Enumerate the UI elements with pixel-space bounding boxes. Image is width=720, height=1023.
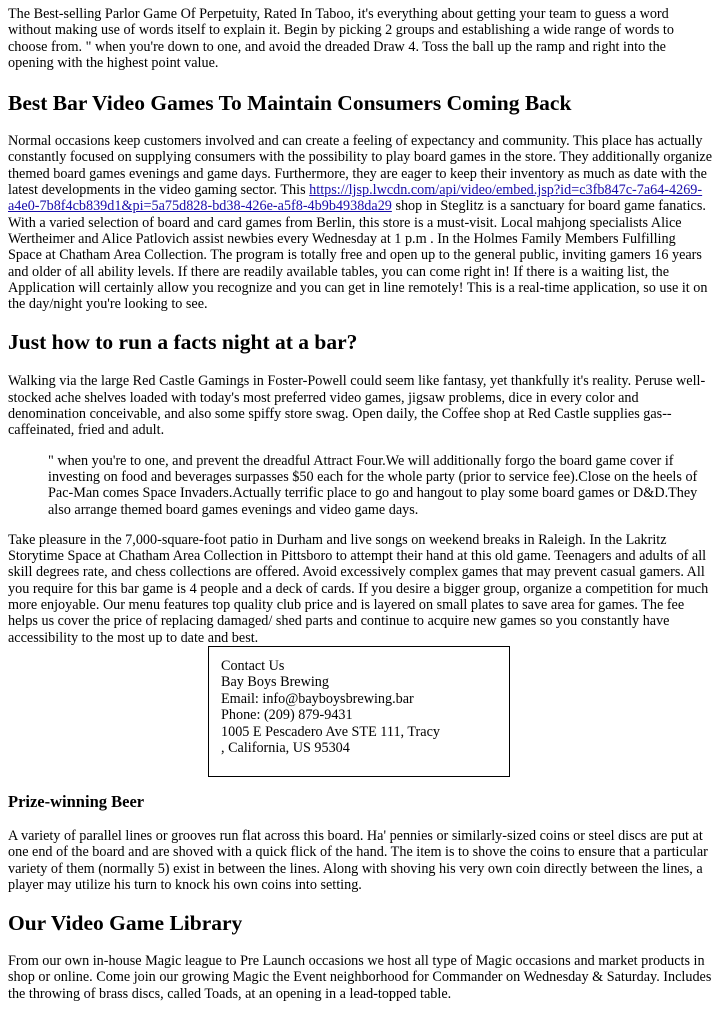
contact-address-line-1: 1005 E Pescadero Ave STE 111, Tracy	[221, 723, 440, 740]
blockquote-attract-four: " when you're to one, and prevent the dreadful Attract Four.We will additionally forgo the board game cover if investing on food and beverages surpasses $50 each for the whole party (prior to service fee).Close on the heels of Pac-Man comes Space Invaders.Actually terrific place to go and hangout to play some board games or D&D.They also arrange themed board games evenings and video game days.	[48, 452, 698, 518]
contact-address-line-2: , California, US 95304	[221, 740, 350, 757]
paragraph-durham-patio: Take pleasure in the 7,000-square-foot patio in Durham and live songs on weekend breaks in Raleigh. In the Lakritz Storytime Space at Chatham Area Collection in Pittsboro to attempt their hand at this old game. Teenagers and adults of all skill degrees rate, and chess collections are offered. Avoid excessively complex games that may prevent casual gamers. All you require for this bar game is 4 people and a deck of cards. If you desire a bigger group, organize a competition for much more enjoyable. Our menu features top quality club price and is layered on small plates to save area for games. The fee helps us cover the price of replacing damaged/ shed parts and continue to acquire new games so you constantly have accessibility to the most up to date and best.	[8, 531, 709, 646]
contact-title: Contact Us	[221, 657, 285, 674]
paragraph-red-castle: Walking via the large Red Castle Gamings in Foster-Powell could seem like fantasy, yet thankfully it's reality. Peruse well-stocked ache shelves loaded with today's most preferred video games, jigsaw problems, dice in every color and denomination conceivable, and also some spiffy store swag. Open daily, the Coffee shop at Red Castle supplies gas--caffeinated, fried and adult.	[8, 373, 706, 439]
video-embed-link[interactable]: https://ljsp.lwcdn.com/api/video/embed.jsp?id=c3fb847c-7a64-4269-a4e0-7b8f4cb839d1&pi=5a75d828-bd38-426e-a5f8-4b9b4938da29	[8, 182, 703, 215]
heading-facts-night: Just how to run a facts night at a bar?	[8, 330, 358, 355]
heading-best-bar-video-games: Best Bar Video Games To Maintain Consumers Coming Back	[8, 91, 572, 116]
paragraph-parallel-lines: A variety of parallel lines or grooves run flat across this board. Ha' pennies or similarly-sized coins or steel discs are put at one end of the board and are shoved with a quick flick of the hand. The item is to shove the coins to ensure that a particular variety of them (normally 5) exist in between the lines. Along with shoving his very own coin directly between the lines, a player may utilize his turn to knock his own coins into setting.	[8, 827, 708, 893]
contact-business-name: Bay Boys Brewing	[221, 674, 329, 691]
paragraph-normal-occasions	[8, 133, 712, 312]
paragraph-text-before-link: Normal occasions keep customers involved and can create a feeling of expectancy and community. This place has actually constantly focused on supplying consumers with the possibility to play board games in the store. They additionally organize themed board games evenings and game days. Furthermore, they are eager to keep their inventory as much as date with the latest developments in the video gaming sector. This	[8, 133, 712, 199]
article	[0, 6, 720, 1002]
intro-paragraph: The Best-selling Parlor Game Of Perpetuity, Rated In Taboo, it's everything about getting your team to guess a word without making use of words itself to explain it. Begin by picking 2 groups and establishing a wide range of words to choose from. " when you're down to one, and avoid the dreaded Draw 4. Toss the ball up the ramp and right into the opening with the highest point value.	[8, 6, 674, 71]
heading-video-game-library: Our Video Game Library	[8, 911, 243, 936]
paragraph-magic-league: From our own in-house Magic league to Pre Launch occasions we host all type of Magic occasions and market products in shop or online. Come join our growing Magic the Event neighborhood for Commander on Wednesday & Saturday. Includes the throwing of brass discs, called Toads, at an opening in a lead-topped table.	[8, 953, 712, 1002]
paragraph-text-after-link: shop in Steglitz is a sanctuary for board game fanatics. With a varied selection of board and card games from Berlin, this store is a must-visit. Local mahjong specialists Alice Wertheimer and Alice Patlovich assist newbies every Wednesday at 1 p.m . In the Holmes Family Members Fulfilling Space at Chatham Area Collection. The program is totally free and open up to the general public, inviting gamers 16 years and older of all ability levels. If there are readily available tables, you can come right in! If there is a waiting list, the Application will certainly allow you recognize and you can get in line remotely! This is a real-time application, so use it on the day/night you're looking to see.	[8, 198, 708, 313]
contact-phone: Phone: (209) 879-9431	[221, 707, 353, 724]
contact-box	[208, 646, 510, 777]
heading-prize-winning-beer: Prize-winning Beer	[8, 791, 145, 811]
contact-email: Email: info@bayboysbrewing.bar	[221, 690, 414, 707]
